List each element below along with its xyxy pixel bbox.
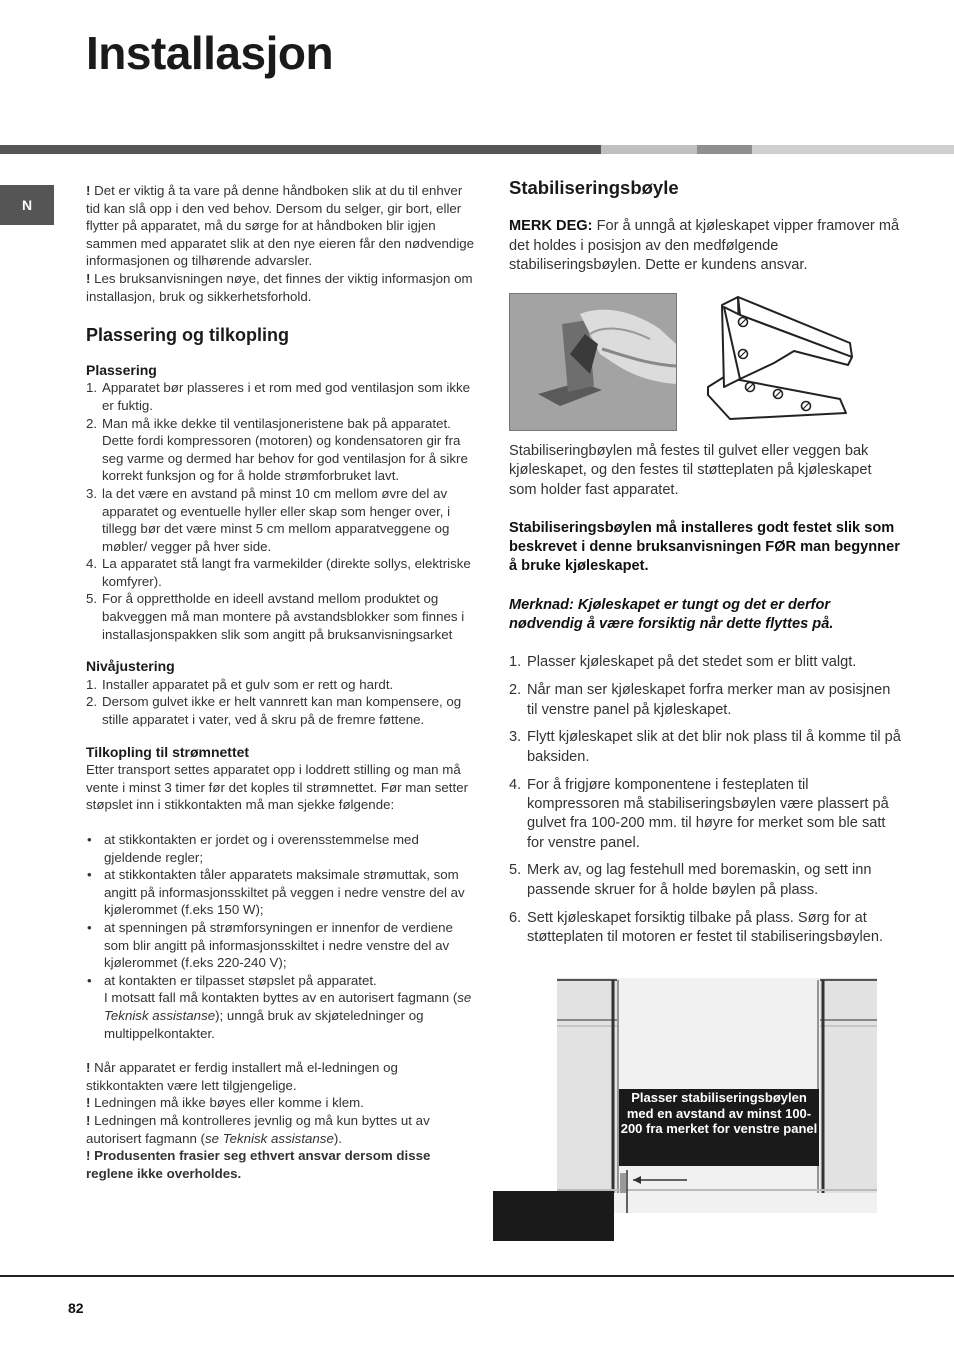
intro-paragraph-1: ! Det er viktig å ta vare på denne håndboken slik at du til enhver tid kan slå opp i den ved behov. Dersom du selger, gir bort, eller flytter på apparatet, må du sørge for at håndboken blir igjen sammen med apparatet slik at den nye eieren får den nødvendige informasjonen og tilhørende advarsler. — [86, 183, 475, 269]
header-bar-pale — [752, 145, 954, 154]
list-item: 4. La apparatet stå langt fra varmekilder (direkte sollys, elektriske komfyrer). — [86, 556, 471, 589]
placement-callout: Plasser stabiliseringsbøylen med en avstand av minst 100-200 fra merket for venstre panel — [619, 1089, 819, 1166]
list-item: 1. Installer apparatet på et gulv som er rett og hardt. — [86, 676, 394, 692]
page-title: Installasjon — [86, 27, 334, 79]
list-item: 5. Merk av, og lag festehull med boremaskin, og sett inn passende skruer for å holde bøylen på plass. — [509, 862, 872, 898]
intro-paragraph-2: ! Les bruksanvisningen nøye, det finnes der viktig informasjon om installasjon, bruk og sikkerhetsforhold. — [86, 270, 473, 304]
list-item: 1. Apparatet bør plasseres i et rom med god ventilasjon som ikke er fuktig. — [86, 380, 471, 413]
list-item: 3. Flytt kjøleskapet slik at det blir nok plass til å komme til på baksiden. — [509, 729, 901, 765]
section-title-stabilisering: Stabiliseringsbøyle — [509, 177, 679, 198]
heading-nivajustering: Nivåjustering — [86, 658, 175, 675]
page-number: 82 — [68, 1300, 84, 1316]
list-item: • at spenningen på strømforsyningen er innenfor de verdiene som blir angitt på informasjonsskiltet i nedre venstre del av kjølerommet (f.eks 220-240 V); — [87, 919, 453, 971]
left-column — [86, 182, 476, 1182]
section-title-plassering: Plassering og tilkopling — [86, 325, 290, 346]
hand-holding-bracket-icon — [510, 294, 676, 430]
safety-notes — [86, 1059, 476, 1182]
merk-paragraph: MERK DEG: For å unngå at kjøleskapet vipper framover må det holdes i posisjon av den medfølgende stabiliseringsbøylen. Dette er kundens ansvar. — [509, 218, 900, 273]
bracket-diagram-icon — [700, 295, 860, 430]
list-item: 1. Plasser kjøleskapet på det stedet som er blitt valgt. — [509, 654, 857, 671]
list-item: 2. Dersom gulvet ikke er helt vannrett kan man kompensere, og stille apparatet i vater, ved å skru på de fremre føttene. — [86, 694, 462, 728]
tilkopling-checklist — [86, 831, 476, 1042]
safety-note: ! Når apparatet er ferdig installert må el-ledningen og stikkontakten være lett tilgjengelige. — [86, 1060, 398, 1093]
bracket-drawing — [700, 295, 860, 430]
niva-list — [86, 676, 476, 729]
plassering-list — [86, 379, 476, 643]
list-item: 2. Man må ikke dekke til ventilasjoneristene bak på apparatet. Dette fordi kompressoren (motoren) og kondensatoren gir fra seg varme og dermed har behov for god ventilasjon for å sikre korrekt funksjon og for å holde strømforbruket lavt. — [86, 415, 468, 484]
safety-note-bold: ! Produsenten frasier seg ethvert ansvar dersom disse reglene ikke overholdes. — [86, 1148, 431, 1181]
header-bar-mid — [697, 145, 752, 154]
list-item: 4. For å frigjøre komponentene i festeplaten til kompressoren må stabiliseringsbøylen være plassert på gulvet fra 100-200 mm. til høyre for merket som ble satt for venstre panel. — [509, 776, 889, 851]
stabilisering-para: Stabiliseringbøylen må festes til gulvet eller veggen bak kjøleskapet, og den festes til støtteplaten på kjøleskapet som holder fast apparatet. — [509, 443, 872, 498]
header-bar-light — [601, 145, 697, 154]
list-item: • at stikkontakten er jordet og i overensstemmelse med gjeldende regler; — [87, 832, 419, 865]
right-column-body — [509, 442, 901, 956]
installation-steps — [509, 653, 901, 947]
bracket-photo — [509, 293, 677, 431]
list-item: • at kontakten er tilpasset støpslet på apparatet. I motsatt fall må kontakten byttes av en autorisert fagmann (se Teknisk assistanse); unngå bruk av skjøteledninger og multippelkontakter. — [87, 972, 472, 1041]
tilkopling-text: Etter transport settes apparatet opp i loddrett stilling og man må vente i minst 3 timer før det koples til strømnettet. Før man setter støpslet inn i stikkontakten må man sjekke følgende: — [86, 762, 469, 813]
black-block — [493, 1191, 614, 1241]
list-item: • at stikkontakten tåler apparatets maksimale strømuttak, som angitt på informasjonsskiltet på veggen i nedre venstre del av kjølerommet (f.eks 150 W); — [87, 867, 465, 918]
stabilisering-bold-para: Stabiliseringsbøylen må installeres godt festet slik som beskrevet i denne bruksanvisningen FØR man begynner å bruke kjøleskapet. — [509, 519, 900, 575]
heading-plassering: Plassering — [86, 361, 157, 378]
list-item: 2. Når man ser kjøleskapet forfra merker man av posisjnen til venstre panel på kjøleskapet. — [509, 682, 891, 718]
list-item: 5. For å opprettholde en ideell avstand mellom produktet og bakveggen må man montere på avstandsblokker som finnes i installasjonspakken slik som angitt på bruksanvisningsarket — [86, 591, 465, 642]
safety-note: ! Ledningen må ikke bøyes eller komme i klem. — [86, 1095, 364, 1111]
list-item: 6. Sett kjøleskapet forsiktig tilbake på plass. Sørg for at støtteplaten til motoren er festet til stabiliseringsbøylen. — [509, 909, 884, 945]
heading-tilkopling: Tilkopling til strømnettet — [86, 743, 250, 760]
safety-note: ! Ledningen må kontrolleres jevnlig og må kun byttes ut av autorisert fagmann (se Teknisk assistanse). — [86, 1112, 430, 1146]
language-tab: N — [0, 185, 54, 225]
right-column-top — [509, 178, 901, 275]
header-bar-dark — [0, 145, 601, 154]
list-item: 3. la det være en avstand på minst 10 cm mellom øvre del av apparatet og eventuelle hyller eller skap som henger over, i tillegg bør det være minst 5 cm mellom apparatveggene og møbler/ vegger på hver side. — [86, 485, 451, 554]
merknad-para: Merknad: Kjøleskapet er tungt og det er derfor nødvendig å være forsiktig når dette flyttes på. — [509, 596, 834, 633]
footer-rule — [0, 1275, 954, 1277]
